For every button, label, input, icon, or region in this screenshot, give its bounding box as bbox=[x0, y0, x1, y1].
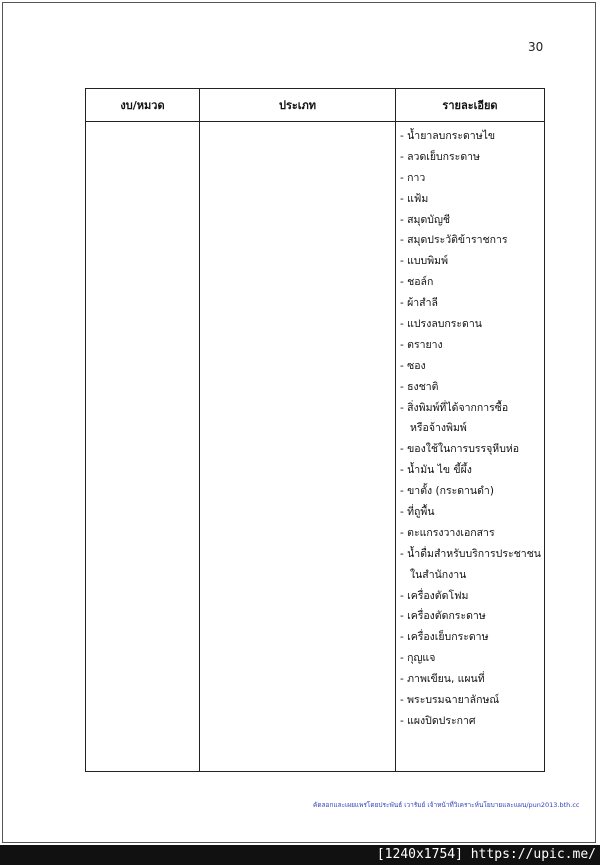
list-item: - แฟ้ม bbox=[400, 192, 429, 205]
category-cell bbox=[86, 122, 200, 772]
list-item: หรือจ้างพิมพ์ bbox=[410, 422, 467, 435]
table-row bbox=[86, 122, 545, 772]
list-item: - พระบรมฉายาลักษณ์ bbox=[400, 694, 500, 707]
footer-credit: คัดลอกและเผยแพร่โดยประพันธ์ เวารัมย์ เจ้าหน้าที่วิเคราะห์นโยบายและแผน/pun2013.bth.cc bbox=[313, 801, 580, 809]
list-item: - สมุดบัญชี bbox=[400, 213, 451, 226]
list-item: - สิ่งพิมพ์ที่ได้จากการซื้อ bbox=[400, 401, 509, 414]
list-item: - น้ำมัน ไข ขี้ผึ้ง bbox=[400, 464, 472, 477]
details-list bbox=[396, 122, 544, 732]
type-cell bbox=[200, 122, 396, 772]
list-item: - กาว bbox=[400, 171, 426, 184]
list-item: - แบบพิมพ์ bbox=[400, 255, 448, 268]
list-item: - ตรายาง bbox=[400, 338, 443, 351]
list-item: - เครื่องเย็บกระดาษ bbox=[400, 631, 489, 644]
header-details: รายละเอียด bbox=[396, 89, 545, 122]
list-item: - แปรงลบกระดาน bbox=[400, 318, 482, 331]
list-item: - ผ้าสำลี bbox=[400, 297, 438, 310]
budget-table bbox=[85, 88, 545, 772]
header-category: งบ/หมวด bbox=[86, 89, 200, 122]
list-item: - แผงปิดประกาศ bbox=[400, 714, 476, 727]
list-item: - สมุดประวัติข้าราชการ bbox=[400, 234, 508, 247]
list-item: - กุญแจ bbox=[400, 652, 436, 665]
list-item: - ธงชาติ bbox=[400, 380, 439, 393]
page-number: 30 bbox=[528, 40, 544, 54]
list-item: - เครื่องตัดโฟม bbox=[400, 589, 469, 602]
list-item: - ซอง bbox=[400, 359, 426, 372]
watermark: [1240x1754] https://upic.me/ bbox=[376, 847, 596, 862]
list-item: - น้ำดื่มสำหรับบริการประชาชน bbox=[400, 547, 541, 560]
list-item: - ที่ถูพื้น bbox=[400, 506, 435, 519]
list-item: - ชอล์ก bbox=[400, 276, 434, 289]
list-item: - ภาพเขียน, แผนที่ bbox=[400, 673, 485, 686]
header-type: ประเภท bbox=[200, 89, 396, 122]
watermark-bar bbox=[0, 845, 600, 865]
list-item: ในสำนักงาน bbox=[410, 568, 467, 581]
list-item: - ขาตั้ง (กระดานดำ) bbox=[400, 485, 494, 498]
details-cell bbox=[396, 122, 545, 772]
list-item: - ลวดเย็บกระดาษ bbox=[400, 150, 480, 163]
list-item: - ตะแกรงวางเอกสาร bbox=[400, 526, 495, 539]
table-header-row bbox=[86, 89, 545, 122]
list-item: - น้ำยาลบกระดาษไข bbox=[400, 130, 496, 142]
list-item: - ของใช้ในการบรรจุหีบห่อ bbox=[400, 443, 520, 456]
list-item: - เครื่องตัดกระดาษ bbox=[400, 610, 486, 623]
